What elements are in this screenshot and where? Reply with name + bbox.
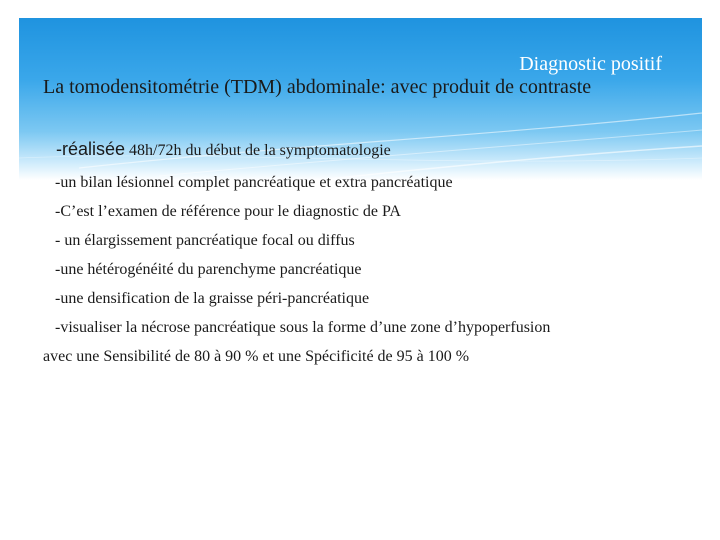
list-item-continuation: avec une Sensibilité de 80 à 90 % et une Spécificité de 95 à 100 % [43,348,470,365]
list-item: - un élargissement pancréatique focal ou diffus [55,232,355,249]
timing-lead: -réalisée [56,139,126,159]
slide-subtitle: La tomodensitométrie (TDM) abdominale: avec produit de contraste [43,76,592,98]
list-item: -une densification de la graisse péri-pancréatique [55,290,370,307]
bullet-list [43,168,703,371]
list-item: -C’est l’examen de référence pour le diagnostic de PA [55,203,401,220]
list-item: -un bilan lésionnel complet pancréatique et extra pancréatique [55,174,453,191]
timing-line [56,139,391,160]
timing-rest: 48h/72h du début de la symptomatologie [129,142,391,159]
list-item: -une hétérogénéité du parenchyme pancréatique [55,261,362,278]
list-item: -visualiser la nécrose pancréatique sous la forme d’une zone d’hypoperfusion [55,319,551,336]
slide-title: Diagnostic positif [519,53,662,75]
